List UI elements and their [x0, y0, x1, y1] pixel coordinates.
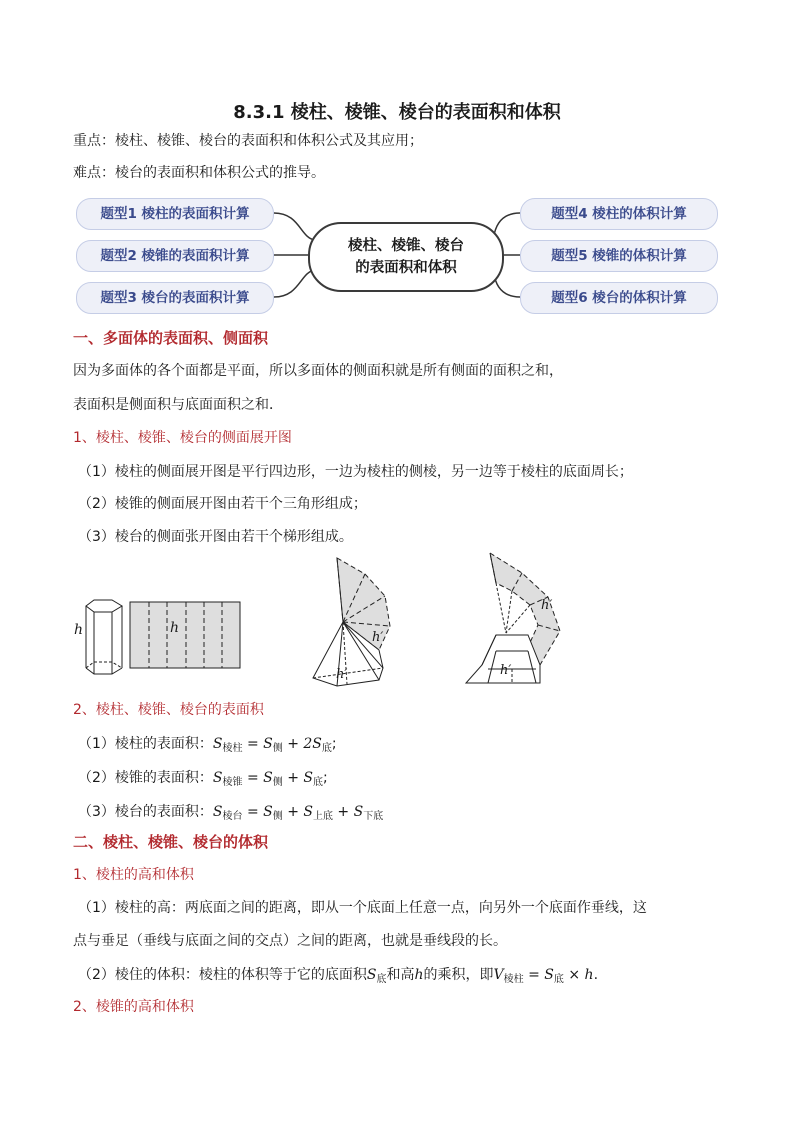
mindmap-right-2: 题型5 棱锥的体积计算 — [520, 240, 718, 272]
formula-sub: 侧 — [272, 811, 283, 822]
formula-var: h — [584, 967, 594, 983]
formula-var: S — [353, 804, 364, 820]
prism-net-label-h: h — [170, 620, 180, 636]
formula-var: S — [263, 804, 273, 820]
section2-p1b: 点与垂足（垂线与底面之间的交点）之间的距离，也就是垂线段的长。 — [73, 933, 507, 949]
section2-sub1: 1、棱柱的高和体积 — [73, 867, 194, 883]
pyramid-net-label-h-prime: h′ — [372, 630, 384, 645]
formula-sub: 底 — [312, 777, 323, 788]
section2-sub2: 2、棱锥的高和体积 — [73, 999, 194, 1015]
formula-var: V — [493, 967, 504, 983]
section1-p1: 因为多面体的各个面都是平面，所以多面体的侧面积就是所有侧面的面积之和， — [73, 363, 563, 379]
prism-label-h: h — [74, 622, 84, 638]
formula-frustum-label: （3）棱台的表面积： — [78, 804, 213, 820]
difficulty: 难点：棱台的表面积和体积公式的推导。 — [73, 165, 325, 181]
section2-p2-label: （2）棱住的体积：棱柱的体积等于它的底面积 — [78, 967, 367, 983]
mindmap-center — [308, 222, 504, 292]
section1-item1: （1）棱柱的侧面展开图是平行四边形，一边为棱柱的侧棱，另一边等于棱柱的底面周长； — [78, 464, 633, 480]
formula-var: S — [263, 736, 273, 752]
formula-frustum: （3）棱台的表面积：$S_{棱台} = S_侧 + S_{上底} + S_{下底}$ — [78, 804, 384, 822]
page-title: 8.3.1 棱柱、棱锥、棱台的表面积和体积 — [233, 102, 561, 123]
formula-sub: 底 — [376, 974, 387, 985]
formula-var: S — [303, 770, 313, 786]
frustum-net-figure — [462, 553, 572, 689]
section2-heading: 二、棱柱、棱锥、棱台的体积 — [73, 833, 269, 851]
formula-var: S — [212, 804, 223, 820]
section1-sub2: 2、棱柱、棱锥、棱台的表面积 — [73, 702, 264, 718]
formula-var: S — [212, 770, 223, 786]
mindmap-center-line1: 棱柱、棱锥、棱台 — [348, 238, 464, 254]
mindmap-right-3: 题型6 棱台的体积计算 — [520, 282, 718, 314]
formula-var: 2S — [303, 736, 322, 752]
section2-p2-mid2: 的乘积，即 — [423, 967, 494, 983]
pyramid-base-label-h-prime: h′ — [336, 667, 348, 682]
formula-prism: （1）棱柱的表面积：$S_{棱柱} = S_侧 + 2S_底$; — [78, 736, 337, 754]
formula-var: S — [212, 736, 223, 752]
formula-var: h — [414, 967, 424, 983]
section2-p2: （2）棱住的体积：棱柱的体积等于它的底面积$S_底$和高h的乘积，即$V_{棱柱} = S_底 \times h$. — [78, 967, 599, 985]
mindmap-right-1: 题型4 棱柱的体积计算 — [520, 198, 718, 230]
formula-sub: 底 — [321, 743, 332, 754]
formula-sub: 下底 — [363, 811, 384, 822]
pyramid-net-figure — [305, 558, 405, 690]
frustum-base-label-h-prime: h′ — [500, 663, 512, 678]
prism-net-figure — [74, 596, 254, 676]
key-point: 重点：棱柱、棱锥、棱台的表面积和体积公式及其应用； — [73, 133, 423, 149]
formula-sub: 棱柱 — [503, 974, 524, 985]
formula-sub: 棱台 — [222, 811, 243, 822]
mindmap-left-1: 题型1 棱柱的表面积计算 — [76, 198, 274, 230]
mindmap-center-line2: 的表面积和体积 — [355, 260, 457, 276]
section1-heading: 一、多面体的表面积、侧面积 — [73, 329, 269, 347]
section1-p2: 表面积是侧面积与底面面积之和． — [73, 397, 283, 413]
formula-sub: 侧 — [272, 743, 283, 754]
section1-sub1: 1、棱柱、棱锥、棱台的侧面展开图 — [73, 430, 292, 446]
formula-prism-label: （1）棱柱的表面积： — [78, 736, 213, 752]
section1-item3: （3）棱台的侧面张开图由若干个梯形组成。 — [78, 529, 353, 545]
formula-sub: 侧 — [272, 777, 283, 788]
mindmap-left-2: 题型2 棱锥的表面积计算 — [76, 240, 274, 272]
section2-p1a: （1）棱柱的高：两底面之间的距离，即从一个底面上任意一点，向另外一个底面作垂线，这 — [78, 900, 647, 916]
formula-var: S — [366, 967, 377, 983]
formula-var: S — [544, 967, 554, 983]
formula-pyramid-label: （2）棱锥的表面积： — [78, 770, 213, 786]
section1-item2: （2）棱锥的侧面展开图由若干个三角形组成； — [78, 496, 367, 512]
mindmap-left-3: 题型3 棱台的表面积计算 — [76, 282, 274, 314]
formula-sub: 底 — [553, 974, 564, 985]
section2-p2-mid: 和高 — [386, 967, 415, 983]
frustum-net-label-h-prime: h′ — [541, 598, 553, 613]
formula-sub: 棱锥 — [222, 777, 243, 788]
formula-var: S — [263, 770, 273, 786]
formula-pyramid: （2）棱锥的表面积：$S_{棱锥} = S_侧 + S_底$; — [78, 770, 328, 788]
formula-sub: 上底 — [312, 811, 333, 822]
formula-sub: 棱柱 — [222, 743, 243, 754]
formula-var: S — [303, 804, 313, 820]
